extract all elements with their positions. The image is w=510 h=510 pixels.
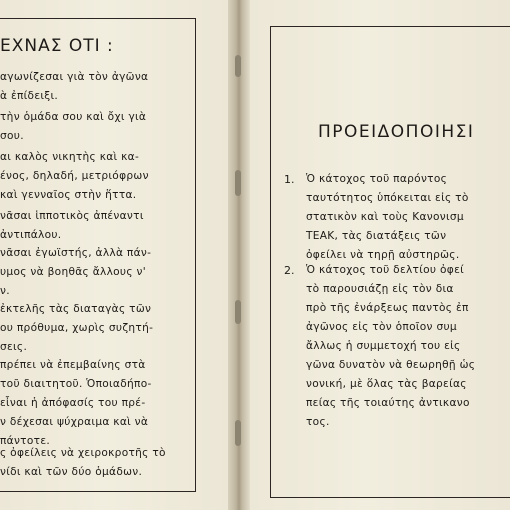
binding-stitch <box>235 170 241 196</box>
text-line: ένος, δηλαδή, μετριόφρων <box>0 170 149 182</box>
warning-item <box>306 170 469 265</box>
text-line: εἶναι ἡ ἀπόφασίς του πρέ- <box>0 397 146 409</box>
warning-item <box>306 261 475 432</box>
binding-stitch <box>235 420 241 446</box>
rule-paragraph <box>0 207 195 245</box>
text-line: ν. <box>0 285 10 297</box>
text-line: ἀντιπάλου. <box>0 229 62 241</box>
text-line: πείας τῆς τοιαύτης ἀντικανο <box>306 397 470 409</box>
text-line: γῶνα δυνατὸν νὰ θεωρηθῇ ὡς <box>306 359 476 371</box>
text-line: ταυτότητος ὑπόκειται εἰς τὸ <box>306 192 469 204</box>
left-page-title: ΕΧΝΑΣ ΟΤΙ : <box>0 36 114 56</box>
right-page-title: ΠΡΟΕΙΔΟΠΟΙΗΣΙ <box>318 122 475 142</box>
text-line: τοῦ διαιτητοῦ. Ὁποιαδήπο- <box>0 378 152 390</box>
rule-paragraph <box>0 356 195 451</box>
text-line: ς ὀφείλεις νὰ χειροκροτῆς τὸ <box>0 447 166 459</box>
text-line: σου. <box>0 130 24 142</box>
text-line: καὶ γενναῖος στὴν ἥττα. <box>0 189 137 201</box>
text-line: πρέπει νὰ ἐπεμβαίνης στὰ <box>0 359 146 371</box>
text-line: πάντοτε. <box>0 435 51 447</box>
text-line: ΤΕΑΚ, τὰς διατάξεις τῶν <box>306 230 447 242</box>
text-line: νᾶσαι ἐγωϊστής, ἀλλὰ πάν- <box>0 247 152 259</box>
rule-paragraph <box>0 300 195 357</box>
binding-stitch <box>235 55 241 77</box>
text-line: Ὁ κάτοχος τοῦ παρόντος <box>306 173 448 185</box>
text-line: σεις. <box>0 341 28 353</box>
text-line: τὴν ὁμάδα σου καὶ ὄχι γιὰ <box>0 111 147 123</box>
text-line: ὰ ἐπίδειξι. <box>0 90 58 102</box>
rule-paragraph <box>0 148 195 205</box>
text-line: ου πρόθυμα, χωρὶς συζητή- <box>0 322 154 334</box>
text-line: τος. <box>306 416 330 428</box>
text-line: υμος νὰ βοηθᾶς ἄλλους ν' <box>0 266 146 278</box>
text-line: πρὸ τῆς ἐνάρξεως παντὸς ἐπ <box>306 302 469 314</box>
rule-paragraph <box>0 68 195 106</box>
item-number: 1. <box>284 173 295 186</box>
text-line: αι καλὸς νικητὴς καὶ κα- <box>0 151 140 163</box>
text-line: ν δέχεσαι ψύχραιμα καὶ νὰ <box>0 416 149 428</box>
text-line: νίδι καὶ τῶν δύο ὁμάδων. <box>0 466 143 478</box>
rule-paragraph <box>0 244 195 301</box>
text-line: Ὁ κάτοχος τοῦ δελτίου ὀφεί <box>306 264 464 276</box>
text-line: αγωνίζεσαι γιὰ τὸν ἀγῶνα <box>0 71 149 83</box>
text-line: νᾶσαι ἱπποτικὸς ἀπέναντι <box>0 210 144 222</box>
rule-paragraph <box>0 108 195 146</box>
text-line: νονική, μὲ ὅλας τὰς βαρείας <box>306 378 467 390</box>
text-line: ἀγῶνος εἰς τὸν ὁποῖον συμ <box>306 321 457 333</box>
binding-stitch <box>235 300 241 324</box>
item-number: 2. <box>284 264 295 277</box>
text-line: τὸ παρουσιάζῃ εἰς τὸν δια <box>306 283 454 295</box>
text-line: ἐκτελῆς τὰς διαταγὰς τῶν <box>0 303 152 315</box>
text-line: ὀφείλει νὰ τηρῇ αὐστηρῶς. <box>306 249 460 261</box>
rule-paragraph <box>0 444 195 482</box>
text-line: στατικὸν καὶ τοὺς Κανονισμ <box>306 211 464 223</box>
text-line: ἄλλως ἡ συμμετοχή του εἰς <box>306 340 461 352</box>
